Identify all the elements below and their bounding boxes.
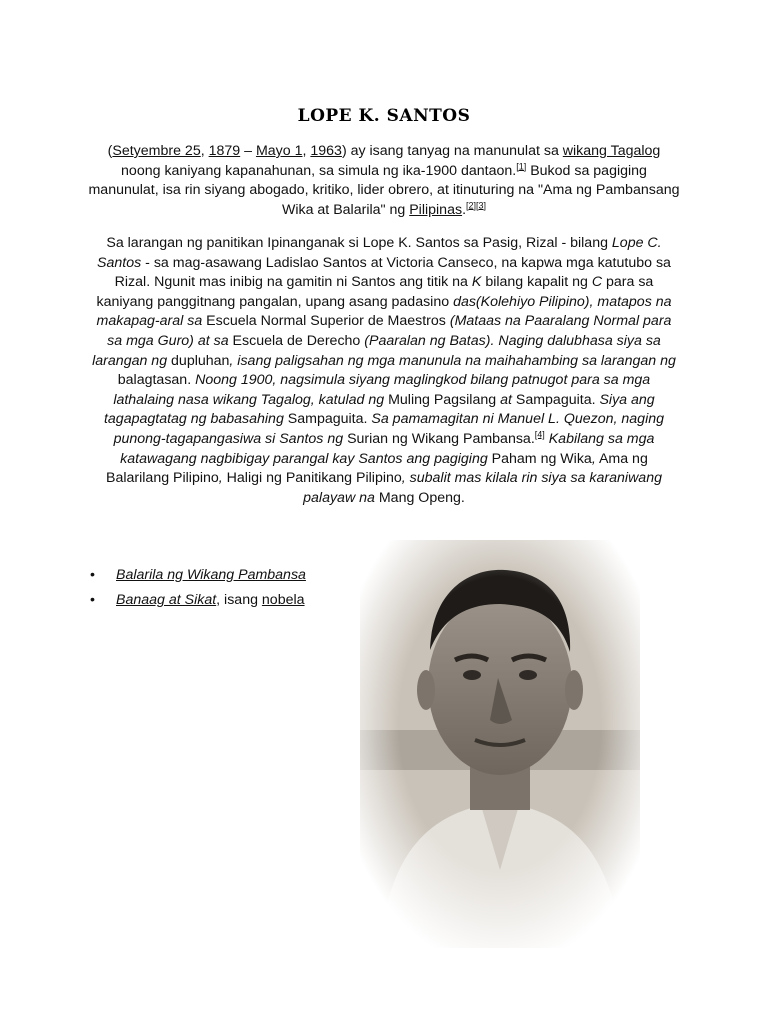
italic-fragment: , — [218, 470, 223, 487]
bullet-icon: • — [90, 592, 95, 608]
text-fragment: balagtasan. — [117, 372, 196, 389]
list-item — [90, 591, 350, 610]
italic-fragment: at — [500, 391, 512, 408]
text-fragment: Escuela Normal Superior de Maestros — [202, 313, 450, 330]
reference-link-1[interactable]: [1] — [516, 160, 527, 171]
italic-fragment: Noong 1900, nagsimula siyang maglingkod bilang patnugot para sa mga lathalaing nasa wikang Tagalog, katulad ng — [113, 372, 651, 408]
wikang-tagalog-link[interactable]: wikang Tagalog — [562, 143, 661, 159]
text-fragment: Sampaguita. — [283, 411, 372, 428]
death-year-link[interactable]: 1963 — [310, 143, 342, 159]
pilipinas-link[interactable]: Pilipinas — [409, 201, 463, 218]
list-item — [90, 566, 350, 585]
italic-fragment: Sa pamamagitan ni Manuel L. Quezon, naging punong-tagapangasiwa si Santos ng — [113, 411, 665, 447]
text-fragment: Mang Openg. — [374, 489, 465, 506]
text-fragment: Surian ng Wikang Pambansa. — [343, 430, 535, 447]
text-fragment: , isang — [216, 592, 262, 608]
text-fragment: dupluhan — [167, 352, 230, 369]
portrait-photo — [360, 540, 640, 948]
italic-fragment: Siya ang tagapagtatag ng babasahing — [103, 391, 655, 428]
text-fragment: Muling Pagsilang — [384, 391, 501, 408]
italic-fragment: das(Kolehiyo Pilipino), matapos na makapag-aral sa — [96, 293, 672, 330]
text-fragment: Ama ng Balarilang Pilipino — [106, 450, 648, 487]
italic-fragment: K — [471, 274, 482, 291]
text-fragment: para sa kaniyang panggitnang pangalan, upang asang padasino — [96, 274, 654, 310]
text-fragment: – — [240, 143, 256, 159]
italic-fragment: , isang paligsahan ng mga manunula na maihahambing sa larangan ng — [229, 352, 676, 369]
italic-fragment: (Paaralan ng Batas). Naging dalubhasa siya sa larangan ng — [92, 332, 661, 369]
reference-link-4[interactable]: [4] — [534, 429, 545, 440]
text-fragment: . — [462, 201, 467, 218]
italic-fragment: Kabilang sa mga katawagang nagbibigay parangal kay Santos ang pagiging — [120, 430, 655, 467]
birth-date-link[interactable]: Setyembre 25 — [112, 143, 201, 159]
text-fragment: Paham ng Wika — [487, 450, 592, 467]
birth-year-link[interactable]: 1879 — [208, 143, 241, 159]
text-fragment: , — [302, 143, 311, 159]
reference-link-3[interactable]: [3] — [476, 200, 487, 211]
text-fragment: , — [200, 143, 209, 159]
italic-fragment: , subalit mas kilala rin siya sa karaniwang palayaw na — [303, 470, 662, 506]
death-date-link[interactable]: Mayo 1 — [255, 143, 303, 159]
italic-fragment: C — [591, 274, 603, 291]
banaag-at-sikat-link[interactable]: Banaag at Sikat — [116, 592, 217, 608]
text-fragment: Bukod sa pagiging manunulat, isa rin siyang abogado, kritiko, lider obrero, at itinuturing na "Ama ng Pambansang Wika at Balarila" ng — [88, 162, 680, 218]
intro-paragraph — [88, 142, 680, 220]
text-fragment: ( — [107, 143, 113, 159]
text-fragment: Sampaguita. — [511, 391, 600, 408]
text-fragment: ) ay isang tanyag na manunulat sa — [341, 143, 563, 159]
italic-fragment: (Mataas na Paaralang Normal para sa mga Guro) at sa — [107, 313, 672, 349]
italic-fragment: Lope C. Santos — [97, 235, 662, 271]
nobela-link[interactable]: nobela — [261, 592, 305, 608]
reference-link-2[interactable]: [2] — [466, 200, 477, 211]
page-title: LOPE K. SANTOS — [297, 106, 471, 126]
text-fragment: Sa larangan ng panitikan Ipinanganak si Lope K. Santos sa Pasig, Rizal - bilang — [106, 235, 612, 251]
portrait-illustration — [360, 540, 640, 948]
works-list — [90, 566, 350, 616]
italic-fragment: , — [591, 450, 596, 467]
bullet-icon: • — [90, 567, 95, 583]
text-fragment: noong kaniyang kapanahunan, sa simula ng ika-1900 dantaon. — [121, 162, 517, 179]
balarila-link[interactable]: Balarila ng Wikang Pambansa — [116, 567, 306, 583]
text-fragment: Haligi ng Panitikang Pilipino — [222, 470, 402, 487]
text-fragment: Escuela de Derecho — [228, 332, 365, 349]
text-fragment: bilang kapalit ng — [481, 274, 592, 291]
biography-paragraph — [88, 234, 680, 508]
text-fragment: - sa mag-asawang Ladislao Santos at Victoria Canseco, na kapwa mga katutubo sa Rizal. Ngunit mas inibig na gamitin ni Santos ang titik na — [114, 254, 671, 291]
